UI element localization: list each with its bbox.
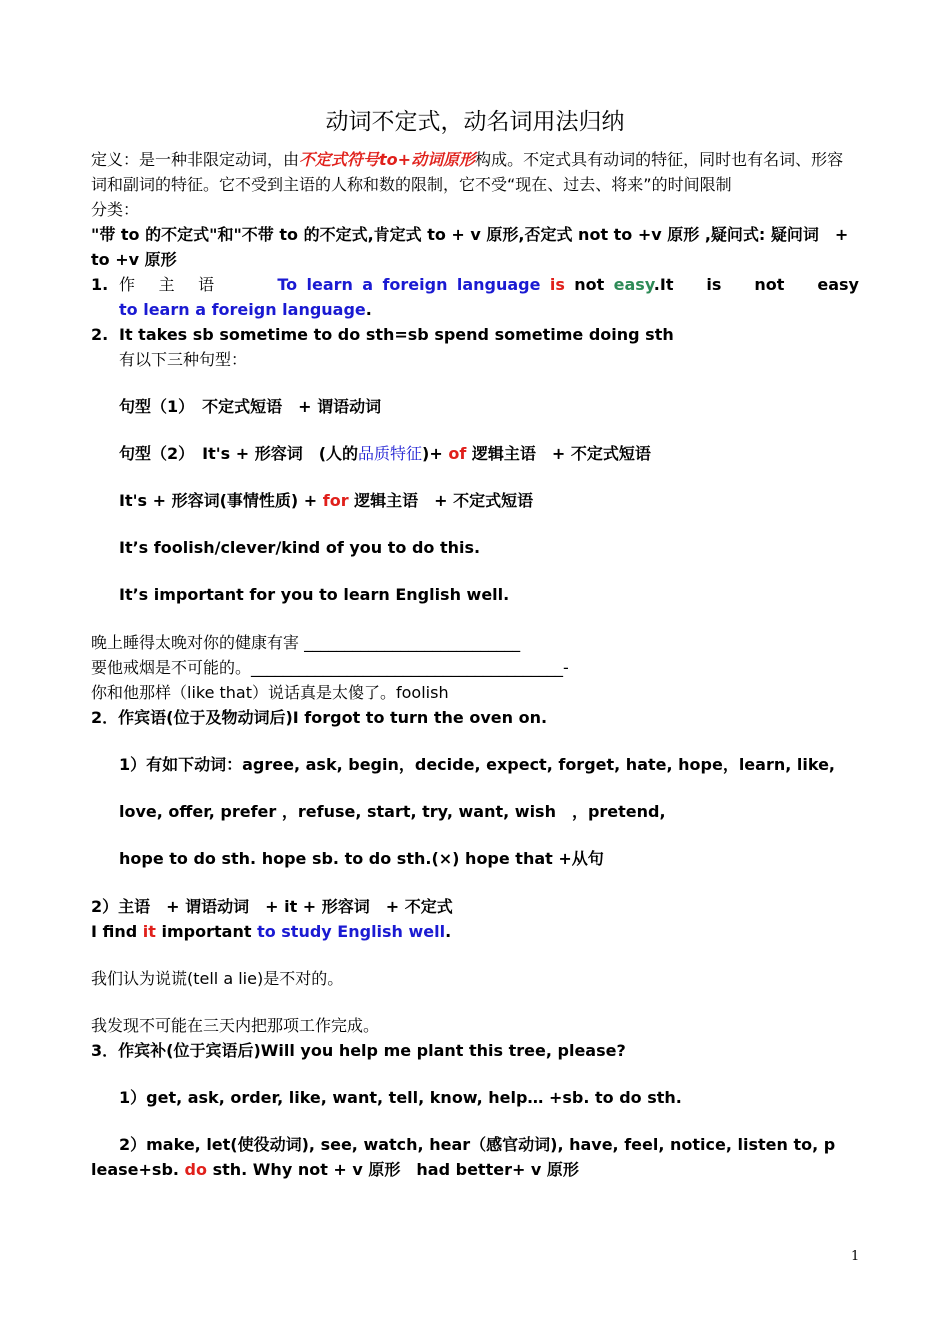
item-1-not: not xyxy=(574,275,605,294)
pattern-3-suffix: 逻辑主语 + 不定式短语 xyxy=(348,491,534,510)
find-example xyxy=(91,920,451,944)
definition-line-1 xyxy=(91,148,843,172)
item-1-tail: .It is not easy xyxy=(653,275,859,294)
three-patterns-label: 有以下三种句型： xyxy=(119,350,248,369)
exercise-4: 我们认为说谎(tell a lie)是不对的。 xyxy=(91,969,344,988)
item-1-infinitive: to learn a foreign language xyxy=(119,300,366,319)
verbs-line-1: 1）有如下动词：agree, ask, begin，decide, expect, forget, hate, hope，learn, like, xyxy=(119,755,835,774)
section-3-heading: 3．作宾补(位于宾语后)Will you help me plant this tree, please? xyxy=(91,1041,626,1060)
find-example-it: it xyxy=(142,922,156,941)
pattern-1: 句型（1） 不定式短语 + 谓语动词 xyxy=(119,397,382,416)
find-example-study: to study English well xyxy=(257,922,446,941)
pattern-2-suffix: 逻辑主语 + 不定式短语 xyxy=(466,444,651,463)
complement-2-suffix: sth. Why not + v 原形 had better+ v 原形 xyxy=(207,1160,579,1179)
complement-1: 1）get, ask, order, like, want, tell, know, help… +sb. to do sth. xyxy=(119,1088,682,1107)
pattern-3-for: for xyxy=(322,491,349,510)
definition-suffix: 构成。不定式具有动词的特征，同时也有名词、形容 xyxy=(475,150,844,169)
exercise-3: 你和他那样（like that）说话真是太傻了。foolish xyxy=(91,683,449,702)
definition-highlight: 不定式符号to+动词原形 xyxy=(299,150,476,169)
definition-line-2: 词和副词的特征。它不受到主语的人称和数的限制，它不受“现在、过去、将来”的时间限制 xyxy=(91,175,732,194)
pattern-2 xyxy=(119,442,651,466)
example-1: It’s foolish/clever/kind of you to do this. xyxy=(119,538,481,557)
item-2-number: 2. xyxy=(91,325,109,344)
definition-prefix: 定义：是一种非限定动词，由 xyxy=(91,150,300,169)
item-1-period: . xyxy=(365,300,372,319)
classification-label: 分类： xyxy=(91,200,140,219)
exercise-2: 要他戒烟是不可能的。_______________________________________- xyxy=(91,658,569,677)
item-2-text: It takes sb sometime to do sth=sb spend sometime doing sth xyxy=(119,325,674,344)
find-example-end: . xyxy=(445,922,452,941)
pattern-2-quality: 品质特征 xyxy=(358,444,423,463)
pattern-2-prefix: 句型（2） It's + 形容词 (人的 xyxy=(119,444,359,463)
exercise-1: 晚上睡得太晚对你的健康有害 ___________________________ xyxy=(91,633,521,652)
item-1-line-2 xyxy=(119,298,372,322)
item-1-subject: To learn a foreign language xyxy=(277,275,541,294)
find-example-mid: important xyxy=(155,922,258,941)
pattern-2-of: of xyxy=(448,444,467,463)
pattern-3-prefix: It's + 形容词(事情性质) + xyxy=(119,491,323,510)
page-number: 1 xyxy=(851,1249,860,1264)
item-1-number: 1. xyxy=(91,275,109,294)
item-1-is: is xyxy=(549,275,565,294)
verbs-line-2: love, offer, prefer ，refuse, start, try, want, wish ，pretend, xyxy=(119,802,666,821)
page-title: 动词不定式，动名词用法归纳 xyxy=(325,109,625,135)
item-1-line-1 xyxy=(119,273,859,297)
types-line-1: "带 to 的不定式"和"不带 to 的不定式,肯定式 to + v 原形,否定式 not to +v 原形 ,疑问式: 疑问词 + xyxy=(91,225,849,244)
complement-2-line-1: 2）make, let(使役动词), see, watch, hear（感官动词), have, feel, notice, listen to, p xyxy=(119,1135,836,1154)
structure-2: 2）主语 + 谓语动词 + it + 形容词 + 不定式 xyxy=(91,897,453,916)
types-line-2: to +v 原形 xyxy=(91,250,177,269)
complement-2-prefix: lease+sb. xyxy=(91,1160,185,1179)
pattern-2-mid: )+ xyxy=(422,444,449,463)
hope-line: hope to do sth. hope sb. to do sth.(×) hope that +从句 xyxy=(119,849,604,868)
find-example-prefix: I find xyxy=(91,922,143,941)
example-2: It’s important for you to learn English well. xyxy=(119,585,510,604)
pattern-3 xyxy=(119,489,533,513)
complement-2-line-2 xyxy=(91,1158,579,1182)
complement-2-do: do xyxy=(184,1160,207,1179)
item-1-label: 作 主 语 xyxy=(119,275,218,294)
exercise-5: 我发现不可能在三天内把那项工作完成。 xyxy=(91,1016,380,1035)
item-1-easy: easy xyxy=(613,275,654,294)
section-2-heading: 2．作宾语(位于及物动词后)I forgot to turn the oven on. xyxy=(91,708,548,727)
